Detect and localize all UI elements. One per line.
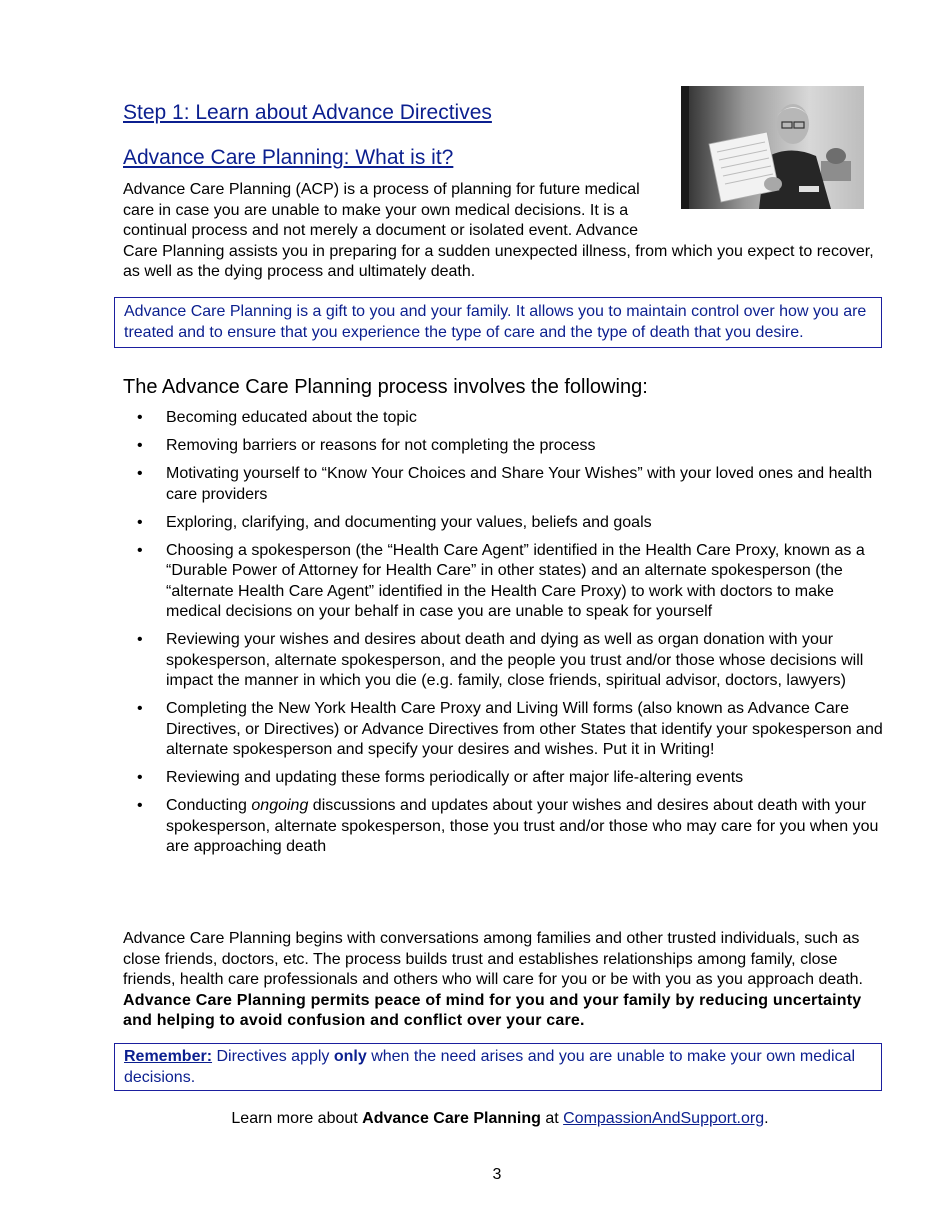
remember-callout-box [114,1043,882,1091]
process-heading: The Advance Care Planning process involves the following: [123,376,648,398]
page-number: 3 [492,1166,502,1183]
learn-mid: at [540,1110,564,1127]
list-item: • Choosing a spokesperson (the “Health Care Agent” identified in the Health Care Proxy, known as a “Durable Power of Attorney for Health Care” in other states) and an alternate spokesperson (the “alternate Health Care Agent” identified in the Health Care Proxy) to work with doctors to make medical decisions on your behalf in case you are unable to speak for yourself [123,541,883,623]
remember-label: Remember: [124,1048,213,1065]
remember-pre: Directives apply [212,1048,334,1065]
list-item: • Exploring, clarifying, and documenting your values, beliefs and goals [123,513,883,534]
section-heading[interactable]: Advance Care Planning: What is it? [123,146,454,169]
bullet-pre: Conducting [166,797,252,814]
photo-spacer [665,180,883,222]
process-list [123,408,883,865]
learn-pre: Learn more about [231,1110,363,1127]
gift-callout-box: Advance Care Planning is a gift to you and your family. It allows you to maintain control over how you are treated and to ensure that you experience the type of care and the type of death that you desire. [114,297,882,348]
list-item: • Becoming educated about the topic [123,408,883,429]
list-item: • Reviewing and updating these forms periodically or after major life-altering events [123,768,883,789]
list-item: • Motivating yourself to “Know Your Choices and Share Your Wishes” with your loved ones and health care providers [123,464,883,505]
learn-bold: Advance Care Planning [362,1110,541,1127]
closing-paragraph [123,929,888,1032]
list-item: • Completing the New York Health Care Proxy and Living Will forms (also known as Advance Care Directives, or Directives) or Advance Directives from other States that identify your spokesperson and alternate spokesperson and specify your desires and wishes. Put it in Writing! [123,699,883,761]
intro-text: Advance Care Planning (ACP) is a process of planning for future medical care in case you are unable to make your own medical decisions. It is a continual process and not merely a document or isolated event. Advance Care Planning assists you in preparing for a sudden unexpected illness, from which you expect to recover, as well as the dying process and ultimately death. [123,181,874,280]
remember-post: when the need arises and you are unable to make your own medical decisions. [124,1048,856,1086]
closing-text: Advance Care Planning begins with conversations among families and other trusted individuals, such as close friends, doctors, etc. The process builds trust and establishes relationships among family, close friends, health care professionals and others who will care for you or be with you as you approach death. [123,930,863,988]
list-item: • Reviewing your wishes and desires about death and dying as well as organ donation with your spokesperson, alternate spokesperson, and the people you trust and/or those whose decisions will impact the manner in which you die (e.g. family, close friends, spiritual advisor, doctors, lawyers) [123,630,883,692]
learn-post: . [764,1110,769,1127]
closing-bold-text: Advance Care Planning permits peace of mind for you and your family by reducing uncertainty and helping to avoid confusion and conflict over your care. [123,991,862,1029]
intro-paragraph [123,180,883,283]
step-heading[interactable]: Step 1: Learn about Advance Directives [123,101,492,124]
learn-more-line [0,1110,950,1128]
bullet-post: discussions and updates about your wishes and desires about death with your spokesperson, alternate spokesperson, those you trust and/or those who may care for you when you are approaching death [166,797,879,855]
list-item [123,796,883,858]
list-item: • Removing barriers or reasons for not completing the process [123,436,883,457]
website-link[interactable]: CompassionAndSupport.org [563,1110,765,1127]
bullet-emphasis: ongoing [251,797,309,814]
remember-bold: only [333,1048,367,1065]
